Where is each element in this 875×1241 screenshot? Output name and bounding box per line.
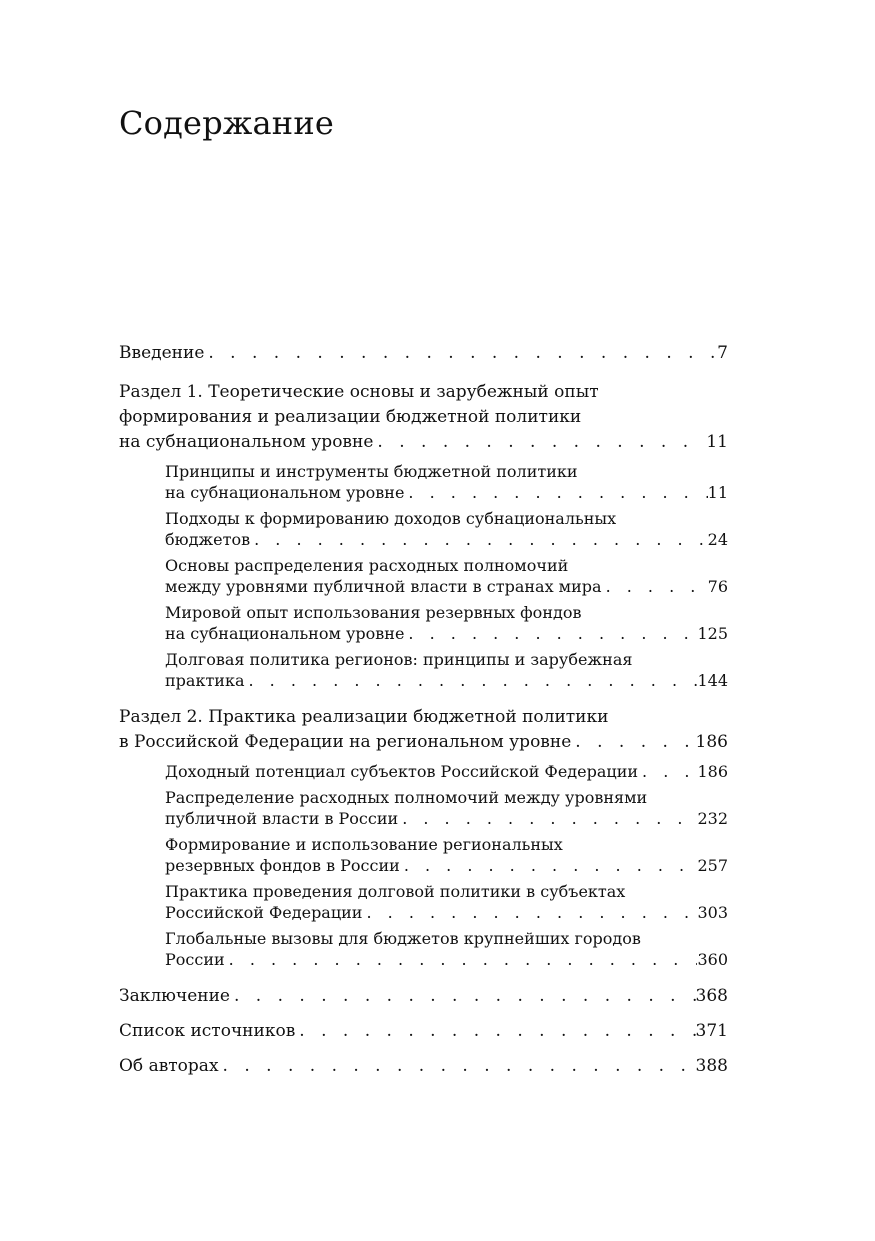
dot-leader — [638, 761, 697, 782]
toc-page-number: 186 — [695, 732, 728, 752]
toc-page-number: 186 — [697, 762, 728, 781]
toc-page-number: 24 — [707, 530, 728, 549]
toc-entry-title-line: Глобальные вызовы для бюджетов крупнейших городов — [165, 929, 641, 948]
dot-leader — [404, 482, 707, 503]
dot-leader — [250, 529, 708, 550]
toc-page-number: 11 — [707, 483, 728, 502]
toc-page-number: 303 — [697, 903, 728, 922]
toc-page-number: 368 — [695, 986, 728, 1006]
toc-entry-title-line: Практика проведения долговой политики в субъектах — [165, 882, 626, 901]
toc-subentry[interactable] — [119, 555, 728, 597]
toc-entry-title-line: публичной власти в России — [165, 809, 399, 828]
toc-entry-title-line: Раздел 1. Теоретические основы и зарубежный опыт — [119, 382, 599, 402]
toc-entry-title-line: резервных фондов в России — [165, 856, 400, 875]
toc-entry-sources[interactable] — [119, 1019, 728, 1044]
dot-leader — [225, 949, 698, 970]
dot-leader — [230, 984, 696, 1009]
dot-leader — [404, 623, 697, 644]
dot-leader — [398, 808, 697, 829]
page-title: Содержание — [119, 104, 334, 142]
toc-subentry[interactable] — [119, 461, 728, 503]
toc-entry-title: Заключение — [119, 986, 230, 1006]
toc-entry-title-line: Основы распределения расходных полномочий — [165, 556, 569, 575]
toc-entry-title-line: на субнациональном уровне — [165, 483, 405, 502]
toc-entry-title-line: Распределение расходных полномочий между уровнями — [165, 788, 648, 807]
toc-entry-conclusion[interactable] — [119, 984, 728, 1009]
toc-page-number: 232 — [697, 809, 728, 828]
toc-entry-title: Об авторах — [119, 1056, 219, 1076]
toc-entry-title-line: Доходный потенциал субъектов Российской Федерации — [165, 762, 639, 781]
toc-subentry[interactable] — [119, 787, 728, 829]
toc-page-number: 11 — [706, 432, 728, 452]
toc-entry-title-line: на субнациональном уровне — [119, 432, 374, 452]
dot-leader — [602, 576, 708, 597]
toc-entry-title-line: Подходы к формированию доходов субнациональных — [165, 509, 617, 528]
table-of-contents — [119, 341, 728, 1079]
toc-entry-title-line: России — [165, 950, 225, 969]
toc-entry-authors[interactable] — [119, 1054, 728, 1079]
toc-entry-title: Введение — [119, 343, 205, 363]
toc-subentry[interactable] — [119, 602, 728, 644]
toc-page-number: 125 — [697, 624, 728, 643]
dot-leader — [295, 1019, 695, 1044]
toc-entry-title-line: формирования и реализации бюджетной политики — [119, 407, 582, 427]
toc-entry-title-line: Принципы и инструменты бюджетной политики — [165, 462, 578, 481]
toc-entry-title-line: Российской Федерации — [165, 903, 363, 922]
dot-leader — [400, 855, 698, 876]
toc-entry-title-line: между уровнями публичной власти в странах мира — [165, 577, 602, 596]
toc-entry-title-line: Мировой опыт использования резервных фондов — [165, 603, 582, 622]
toc-entry-title-line: на субнациональном уровне — [165, 624, 405, 643]
toc-page-number: 388 — [695, 1056, 728, 1076]
toc-page-number: 144 — [697, 671, 728, 690]
dot-leader — [204, 341, 717, 366]
dot-leader — [362, 902, 697, 923]
toc-subentry[interactable] — [119, 834, 728, 876]
toc-entry-title-line: в Российской Федерации на региональном уровне — [119, 732, 572, 752]
toc-subentry[interactable] — [119, 649, 728, 691]
toc-subentry[interactable] — [119, 881, 728, 923]
dot-leader — [571, 730, 695, 755]
toc-page-number: 371 — [695, 1021, 728, 1041]
toc-entry-title-line: практика — [165, 671, 245, 690]
dot-leader — [245, 670, 698, 691]
toc-entry-title-line: Долговая политика регионов: принципы и зарубежная — [165, 650, 633, 669]
toc-page-number: 76 — [707, 577, 728, 596]
toc-entry-section-2[interactable] — [119, 705, 728, 755]
toc-entry-title: Список источников — [119, 1021, 296, 1041]
toc-subentry[interactable] — [119, 761, 728, 782]
dot-leader — [219, 1054, 696, 1079]
toc-subentry[interactable] — [119, 508, 728, 550]
dot-leader — [373, 430, 706, 455]
toc-page-number: 360 — [697, 950, 728, 969]
toc-entry-section-1[interactable] — [119, 380, 728, 455]
toc-entry-introduction[interactable] — [119, 341, 728, 366]
toc-entry-title-line: бюджетов — [165, 530, 251, 549]
toc-subentry[interactable] — [119, 928, 728, 970]
toc-entry-title-line: Раздел 2. Практика реализации бюджетной политики — [119, 707, 609, 727]
toc-entry-title-line: Формирование и использование региональных — [165, 835, 563, 854]
toc-page-number: 257 — [697, 856, 728, 875]
toc-page-number: 7 — [717, 343, 728, 363]
